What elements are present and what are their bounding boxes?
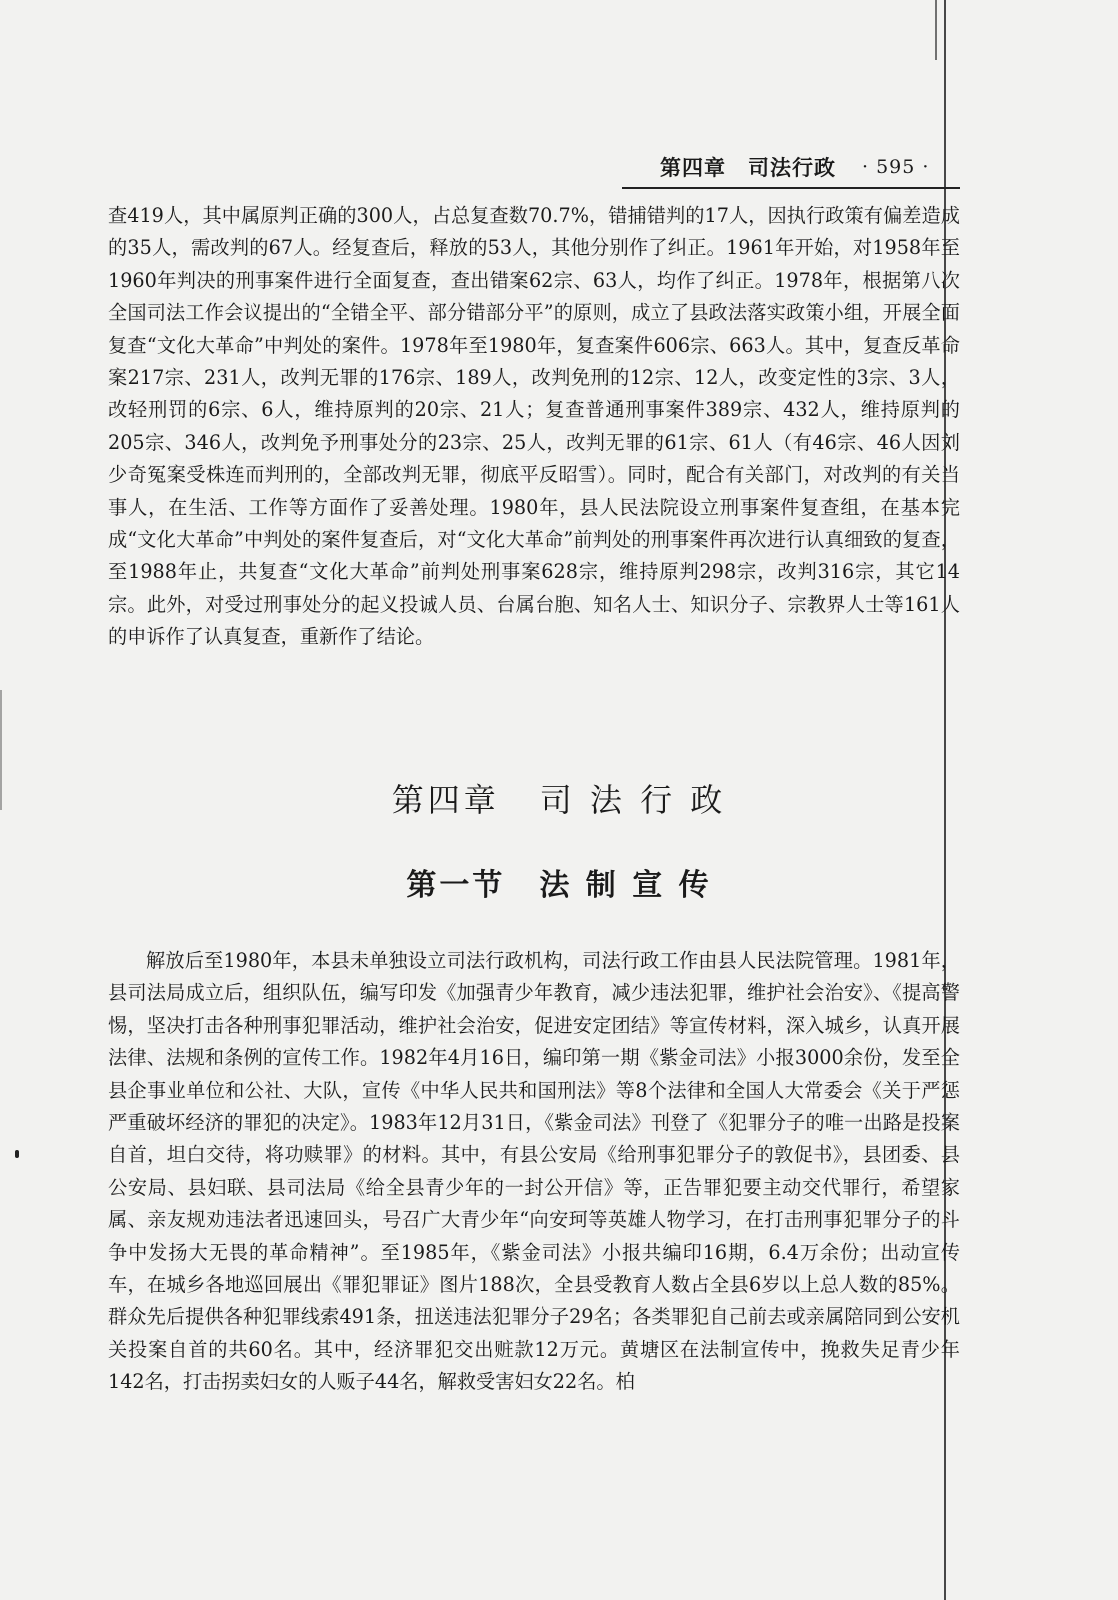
body-paragraph-1: 查419人，其中属原判正确的300人，占总复查数70.7%，错捕错判的17人，因执行政策有偏差造成的35人，需改判的67人。经复查后，释放的53人，其他分别作了纠正。1961年开始，对1958年至1960年判决的刑事案件进行全面复查，查出错案62宗、63人，均作了纠正。1978年，根据第八次全国司法工作会议提出的“全错全平、部分错部分平”的原则，成立了县政法落实政策小组，开展全面复查“文化大革命”中判处的案件。1978年至1980年，复查案件606宗、663人。其中，复查反革命案217宗、231人，改判无罪的176宗、189人，改判免刑的12宗、12人，改变定性的3宗、3人，改轻刑罚的6宗、6人，维持原判的20宗、21人；复查普通刑事案件389宗、432人，维持原判的205宗、346人，改判免予刑事处分的23宗、25人，改判无罪的61宗、61人（有46宗、46人因刘少奇冤案受株连而判刑的，全部改判无罪，彻底平反昭雪）。同时，配合有关部门，对改判的有关当事人，在生活、工作等方面作了妥善处理。1980年，县人民法院设立刑事案件复查组，在基本完成“文化大革命”中判处的案件复查后，对“文化大革命”前判处的刑事案件再次进行认真细致的复查，至1988年止，共复查“文化大革命”前判处刑事案628宗，维持原判298宗，改判316宗，其它14宗。此外，对受过刑事处分的起义投诚人员、台属台胞、知名人士、知识分子、宗教界人士等161人的申诉作了认真复查，重新作了结论。 [108, 204, 960, 649]
header-chapter: 第四章 [660, 156, 726, 180]
section-name: 法 制 宣 传 [539, 868, 712, 903]
chapter-title [0, 775, 1118, 821]
header-rule [622, 187, 960, 189]
chapter-number: 第四章 [391, 781, 500, 819]
scan-artifact-line [935, 0, 937, 60]
scan-speck [15, 1150, 19, 1158]
section-title [0, 860, 1118, 904]
chapter-name: 司 法 行 政 [539, 781, 727, 819]
running-header [660, 150, 960, 184]
section-number: 第一节 [406, 868, 506, 903]
page-number: · 595 · [862, 156, 930, 178]
body-paragraph-2: 解放后至1980年，本县未单独设立司法行政机构，司法行政工作由县人民法院管理。1981年，县司法局成立后，组织队伍，编写印发《加强青少年教育，减少违法犯罪，维护社会治安》、《提高警惕，坚决打击各种刑事犯罪活动，维护社会治安，促进安定团结》等宣传材料，深入城乡，认真开展法律、法规和条例的宣传工作。1982年4月16日，编印第一期《紫金司法》小报3000余份，发至全县企事业单位和公社、大队，宣传《中华人民共和国刑法》等8个法律和全国人大常委会《关于严惩严重破坏经济的罪犯的决定》。1983年12月31日，《紫金司法》刊登了《犯罪分子的唯一出路是投案自首，坦白交待，将功赎罪》的材料。其中，有县公安局《给刑事犯罪分子的敦促书》，县团委、县公安局、县妇联、县司法局《给全县青少年的一封公开信》等，正告罪犯要主动交代罪行，希望家属、亲友规劝违法者迅速回头，号召广大青少年“向安珂等英雄人物学习，在打击刑事犯罪分子的斗争中发扬大无畏的革命精神”。至1985年，《紫金司法》小报共编印16期，6.4万余份；出动宣传车，在城乡各地巡回展出《罪犯罪证》图片188次，全县受教育人数占全县6岁以上总人数的85%。群众先后提供各种犯罪线索491条，扭送违法犯罪分子29名；各类罪犯自己前去或亲属陪同到公安机关投案自首的共60名。其中，经济罪犯交出赃款12万元。黄塘区在法制宣传中，挽救失足青少年142名，打击拐卖妇女的人贩子44名，解救受害妇女22名。柏 [108, 949, 960, 1394]
header-section: 司法行政 [748, 156, 836, 180]
